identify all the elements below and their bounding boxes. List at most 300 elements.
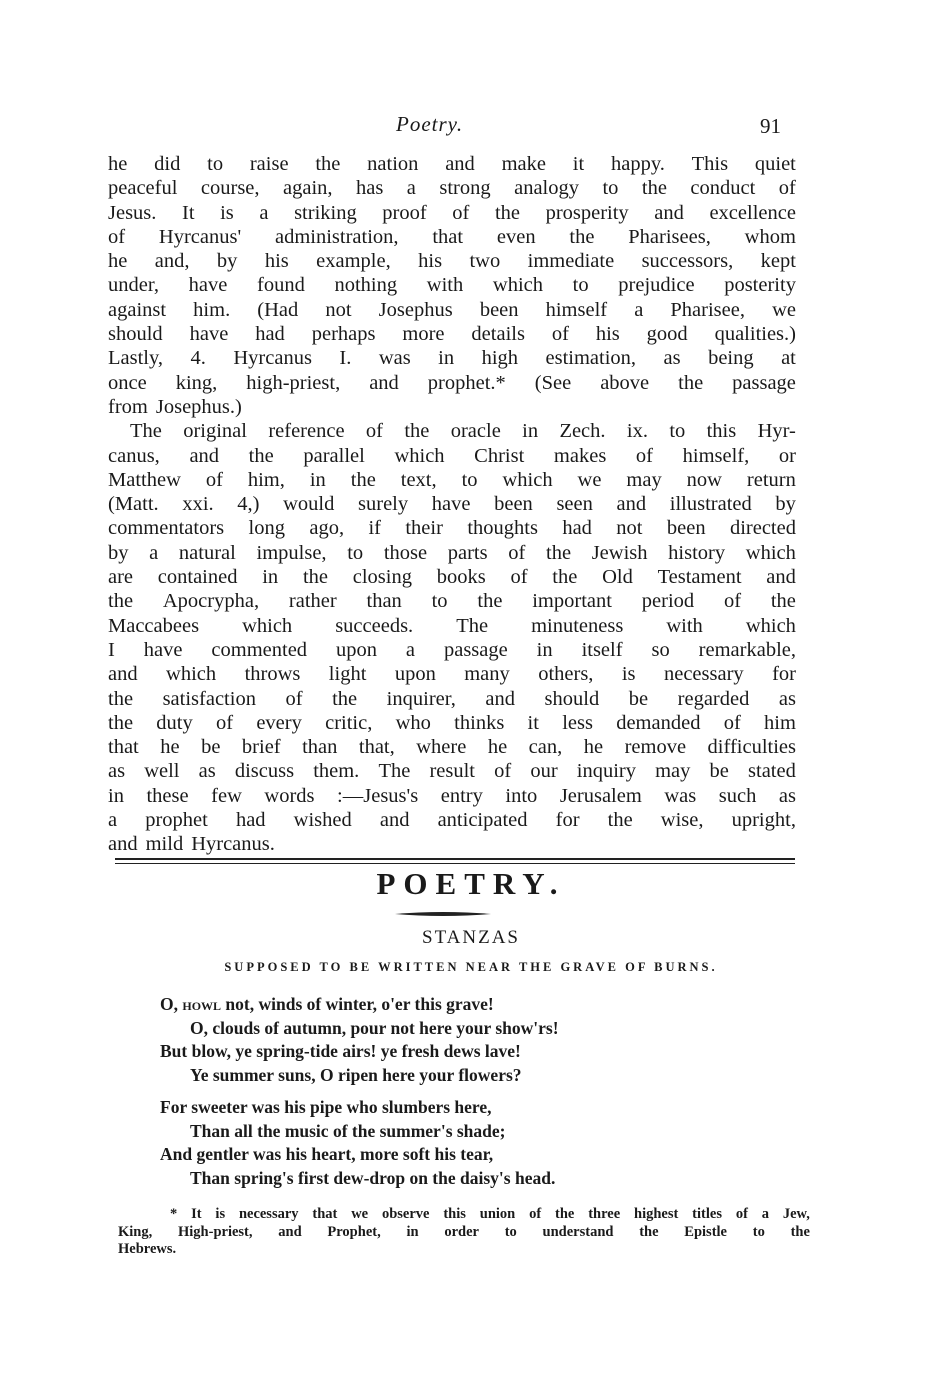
- word: the: [477, 590, 503, 613]
- word: to: [752, 1223, 765, 1240]
- word: remove: [624, 736, 687, 759]
- word: which: [745, 614, 796, 637]
- word: he: [108, 153, 128, 175]
- word: closing: [352, 566, 412, 589]
- word: the: [555, 1206, 575, 1222]
- poem-line: Than all the music of the summer's shade;: [190, 1120, 506, 1141]
- text-line: [108, 492, 796, 516]
- word: he: [583, 736, 604, 759]
- word: high: [481, 347, 519, 370]
- word: Prophet,: [327, 1223, 381, 1240]
- word: prophet.*: [427, 371, 506, 394]
- word: makes: [553, 444, 607, 467]
- word: which: [166, 663, 217, 686]
- word: been: [494, 493, 533, 516]
- word: of: [285, 687, 303, 710]
- word: inquirer,: [386, 687, 456, 710]
- word: has: [356, 177, 384, 200]
- word: the: [108, 687, 134, 710]
- word: The: [130, 420, 162, 443]
- word: the: [302, 566, 328, 589]
- word: thoughts: [467, 517, 538, 540]
- word: critic,: [325, 711, 373, 734]
- word: him: [764, 711, 796, 734]
- word: minuteness: [531, 614, 624, 637]
- word: than: [366, 590, 402, 613]
- poem-line: O, clouds of autumn, pour not here your show'rs!: [190, 1017, 559, 1038]
- word: as: [108, 760, 126, 783]
- word: nothing: [334, 274, 398, 297]
- word: a: [406, 177, 416, 200]
- word: difficulties: [707, 736, 796, 759]
- word: illustrated: [669, 493, 752, 516]
- word: and: [654, 201, 684, 224]
- word: example,: [316, 250, 391, 273]
- poem-line: Ye summer suns, O ripen here your flowers?: [190, 1064, 522, 1085]
- word: to: [504, 1223, 517, 1240]
- word: by: [108, 541, 129, 564]
- word: King,: [118, 1223, 153, 1240]
- stanza-break: [160, 1087, 800, 1096]
- poem-title: STANZAS: [422, 927, 520, 948]
- word: the: [350, 468, 376, 491]
- word: important: [532, 590, 612, 613]
- word: (See: [534, 371, 572, 394]
- word: their: [405, 517, 443, 540]
- word: good: [646, 323, 688, 346]
- word: to: [572, 274, 589, 297]
- word: Lastly,: [108, 347, 164, 370]
- text-line: [108, 371, 796, 395]
- word: of: [510, 566, 528, 589]
- word: few: [211, 784, 242, 807]
- swell-rule: [395, 911, 491, 917]
- word: itself: [581, 638, 623, 661]
- word: Maccabees: [108, 614, 200, 637]
- word: and: [616, 493, 647, 516]
- poem-line: But blow, ye spring-tide airs! ye fresh dews lave!: [160, 1041, 521, 1061]
- word: for: [555, 809, 580, 832]
- word: regarded: [677, 687, 750, 710]
- word: upright,: [731, 809, 796, 832]
- text-line: [108, 541, 796, 565]
- word: less: [562, 711, 593, 734]
- word: upon: [394, 663, 436, 686]
- word: proof: [382, 201, 427, 224]
- word: It: [191, 1206, 202, 1222]
- word: at: [781, 347, 796, 370]
- text-line: [108, 346, 796, 370]
- text-line: [108, 711, 796, 735]
- word: into: [505, 784, 538, 807]
- word: in: [406, 1223, 419, 1240]
- word: the: [108, 711, 134, 734]
- word: which: [394, 444, 445, 467]
- word: two: [469, 250, 501, 273]
- word: upon: [335, 638, 377, 661]
- word: and: [369, 371, 399, 394]
- word: his: [264, 250, 289, 273]
- word: Josephus: [378, 298, 453, 321]
- word: is: [215, 1206, 226, 1222]
- word: that: [312, 1206, 338, 1222]
- word: above: [600, 371, 650, 394]
- word: more: [402, 323, 445, 346]
- word: his: [418, 250, 443, 273]
- word: raise: [249, 153, 289, 175]
- word: the: [248, 444, 274, 467]
- word: was: [378, 347, 411, 370]
- section-divider: [115, 858, 795, 864]
- word: he: [108, 250, 128, 273]
- word: where: [416, 736, 467, 759]
- word: conduct: [690, 177, 756, 200]
- word: 4,): [237, 493, 260, 516]
- word: may: [655, 760, 691, 783]
- word: he: [160, 736, 180, 759]
- word: as: [778, 784, 796, 807]
- word: to: [602, 177, 619, 200]
- word: he: [487, 736, 508, 759]
- word: did: [154, 153, 181, 175]
- word: would: [283, 493, 335, 516]
- word: stated: [748, 760, 796, 783]
- word: the: [790, 1223, 810, 1240]
- word: I: [108, 638, 115, 661]
- poem-line: O, howl not, winds of winter, o'er this grave!: [160, 994, 494, 1014]
- word: can,: [528, 736, 563, 759]
- word: being: [708, 347, 754, 370]
- word: Jerusalem: [559, 784, 642, 807]
- word: of: [365, 420, 383, 443]
- word: and,: [154, 250, 190, 273]
- word: Christ: [474, 444, 525, 467]
- word: period: [641, 590, 695, 613]
- word: prejudice: [618, 274, 695, 297]
- word: it: [527, 711, 539, 734]
- word: such: [718, 784, 757, 807]
- word: estimation,: [545, 347, 637, 370]
- word: it: [572, 153, 585, 175]
- word: to: [669, 420, 686, 443]
- word: ix.: [626, 420, 648, 443]
- word: the: [332, 687, 358, 710]
- word: Hyr-: [757, 420, 796, 443]
- word: and: [379, 809, 410, 832]
- page-header: [0, 112, 942, 142]
- word: the: [315, 153, 341, 175]
- footnote: [118, 1206, 810, 1259]
- word: administration,: [274, 225, 399, 248]
- word: by: [216, 250, 238, 273]
- word: seen: [556, 493, 593, 516]
- word: that,: [358, 736, 395, 759]
- word: prophet: [145, 809, 208, 832]
- word: was: [664, 784, 697, 807]
- word: is: [220, 201, 234, 224]
- word: who: [395, 711, 431, 734]
- word: and: [189, 444, 220, 467]
- word: Pharisee,: [670, 298, 745, 321]
- word: qualities.): [714, 323, 796, 346]
- word: once: [108, 371, 147, 394]
- word: rather: [288, 590, 337, 613]
- word: as: [663, 347, 681, 370]
- word: our: [530, 760, 558, 783]
- word: of: [529, 1206, 542, 1222]
- word: discuss: [234, 760, 295, 783]
- word: prosperity: [545, 201, 629, 224]
- word: this: [443, 1206, 466, 1222]
- text-line: [108, 176, 796, 200]
- word: books: [436, 566, 486, 589]
- word: of: [735, 1206, 748, 1222]
- word: make: [501, 153, 546, 175]
- word: found: [257, 274, 305, 297]
- word: many: [464, 663, 510, 686]
- word: high-priest,: [246, 371, 341, 394]
- text-line: [108, 638, 796, 662]
- word: should: [544, 687, 600, 710]
- word: 4.: [190, 347, 206, 370]
- word: anticipated: [437, 809, 528, 832]
- word: the: [494, 201, 520, 224]
- word: commentators: [108, 517, 225, 540]
- word: every: [256, 711, 302, 734]
- word: of: [108, 225, 126, 248]
- word: them.: [313, 760, 360, 783]
- text-line: [108, 565, 796, 589]
- word: Jew,: [782, 1206, 810, 1222]
- page-number: 91: [760, 114, 781, 138]
- word: or: [778, 444, 796, 467]
- word: in: [108, 784, 124, 807]
- text-line: [108, 662, 796, 686]
- word: nation: [367, 153, 419, 175]
- word: even: [496, 225, 536, 248]
- word: by: [775, 493, 796, 516]
- word: strong: [439, 177, 491, 200]
- word: as: [198, 760, 216, 783]
- word: of: [723, 590, 742, 613]
- word: the: [569, 225, 595, 248]
- word: union: [479, 1206, 516, 1222]
- footnote-line: [118, 1241, 810, 1259]
- word: wished: [293, 809, 352, 832]
- word: to: [431, 590, 448, 613]
- word: had: [255, 323, 285, 346]
- word: history: [668, 541, 726, 564]
- text-line: [108, 784, 796, 808]
- word: whom: [744, 225, 796, 248]
- text-line: [108, 759, 796, 783]
- word: necessary: [238, 1206, 299, 1222]
- text-line: [108, 687, 796, 711]
- word: the: [678, 371, 704, 394]
- word: of: [778, 177, 796, 200]
- word: Jesus.: [108, 201, 157, 224]
- word: parts: [447, 541, 488, 564]
- word: parallel: [303, 444, 365, 467]
- word: of: [452, 201, 470, 224]
- text-line: [108, 298, 796, 322]
- word: against: [108, 298, 167, 321]
- text-line: [108, 273, 796, 297]
- word: so: [651, 638, 670, 661]
- footnote-line: [118, 1224, 810, 1242]
- word: Testament: [657, 566, 742, 589]
- word: we: [577, 468, 602, 491]
- word: throws: [244, 663, 301, 686]
- word: well: [144, 760, 180, 783]
- word: Old: [602, 566, 633, 589]
- word: the: [552, 566, 578, 589]
- word: been: [666, 517, 706, 540]
- running-head: Poetry.: [396, 112, 464, 136]
- word: course,: [200, 177, 260, 200]
- word: Josephus.): [155, 395, 242, 418]
- word: we: [772, 298, 796, 321]
- word: Matthew: [108, 468, 181, 491]
- word: understand: [542, 1223, 614, 1240]
- word: of: [635, 444, 653, 467]
- word: this: [706, 420, 737, 443]
- word: and: [766, 566, 796, 589]
- text-line: [108, 395, 796, 419]
- word: a: [634, 298, 644, 321]
- word: The: [378, 760, 411, 783]
- poem-line: And gentler was his heart, more soft his tear,: [160, 1144, 494, 1164]
- word: Jewish: [591, 541, 648, 564]
- word: if: [368, 517, 381, 540]
- poem-subtitle: SUPPOSED TO BE WRITTEN NEAR THE GRAVE OF BURNS.: [224, 960, 718, 974]
- word: had: [562, 517, 592, 540]
- word: the: [546, 541, 572, 564]
- body-text: [108, 152, 796, 857]
- word: him,: [247, 468, 285, 491]
- word: himself: [545, 298, 608, 321]
- word: may: [626, 468, 662, 491]
- word: titles: [692, 1206, 722, 1222]
- word: which: [492, 274, 544, 297]
- word: details: [471, 323, 525, 346]
- word: demanded: [616, 711, 701, 734]
- text-line: [108, 225, 796, 249]
- word: of: [723, 711, 741, 734]
- word: and: [108, 833, 138, 856]
- word: a: [259, 201, 269, 224]
- word: happy.: [610, 153, 665, 175]
- word: wise,: [660, 809, 704, 832]
- word: is: [621, 663, 636, 686]
- word: surely: [358, 493, 409, 516]
- word: a: [108, 809, 118, 832]
- word: others,: [538, 663, 594, 686]
- footnote-line: [118, 1206, 810, 1224]
- word: which: [242, 614, 293, 637]
- word: in: [438, 347, 455, 370]
- word: and: [278, 1223, 302, 1240]
- word: canus,: [108, 444, 160, 467]
- word: a: [405, 638, 416, 661]
- word: remarkable,: [698, 638, 796, 661]
- word: should: [108, 323, 163, 346]
- text-line: [108, 832, 796, 856]
- word: excellence: [709, 201, 796, 224]
- word: the: [641, 177, 667, 200]
- word: for: [772, 663, 796, 686]
- word: inquiry: [576, 760, 636, 783]
- word: commented: [211, 638, 308, 661]
- word: the: [639, 1223, 659, 1240]
- word: not: [616, 517, 643, 540]
- word: Hebrews.: [118, 1241, 177, 1257]
- word: necessary: [663, 663, 744, 686]
- word: satisfaction: [162, 687, 256, 710]
- word: in: [309, 468, 326, 491]
- word: result: [429, 760, 475, 783]
- word: Hyrcanus: [233, 347, 312, 370]
- word: not: [325, 298, 352, 321]
- poem-line: For sweeter was his pipe who slumbers here,: [160, 1097, 492, 1117]
- word: and: [485, 687, 516, 710]
- word: impulse,: [256, 541, 327, 564]
- word: are: [108, 566, 134, 589]
- word: and: [108, 663, 138, 686]
- word: successors,: [641, 250, 734, 273]
- word: analogy: [514, 177, 579, 200]
- text-line: [108, 152, 796, 176]
- word: mild: [145, 833, 184, 856]
- word: passage: [732, 371, 796, 394]
- word: I.: [339, 347, 352, 370]
- word: had: [235, 809, 266, 832]
- word: *: [170, 1206, 178, 1222]
- word: with: [666, 614, 703, 637]
- word: the: [404, 420, 430, 443]
- word: The: [456, 614, 489, 637]
- word: have: [143, 638, 183, 661]
- word: now: [686, 468, 722, 491]
- word: ago,: [309, 517, 345, 540]
- word: be: [628, 687, 649, 710]
- word: that: [432, 225, 464, 248]
- word: of: [205, 468, 223, 491]
- word: in: [262, 566, 279, 589]
- word: (Matt.: [108, 493, 159, 516]
- text-line: [108, 444, 796, 468]
- word: to: [347, 541, 364, 564]
- word: be: [709, 760, 729, 783]
- word: light: [328, 663, 367, 686]
- word: a: [149, 541, 159, 564]
- word: the: [770, 590, 796, 613]
- word: three: [588, 1206, 621, 1222]
- poem: [160, 993, 800, 1190]
- word: peaceful: [108, 177, 178, 200]
- text-line: [108, 201, 796, 225]
- word: Hyrcanus.: [191, 833, 275, 856]
- word: his: [595, 323, 620, 346]
- word: thinks: [454, 711, 505, 734]
- word: a: [761, 1206, 769, 1222]
- word: to: [207, 153, 224, 175]
- word: directed: [729, 517, 796, 540]
- word: of: [494, 760, 512, 783]
- word: Pharisees,: [628, 225, 711, 248]
- word: him.: [193, 298, 231, 321]
- word: natural: [178, 541, 236, 564]
